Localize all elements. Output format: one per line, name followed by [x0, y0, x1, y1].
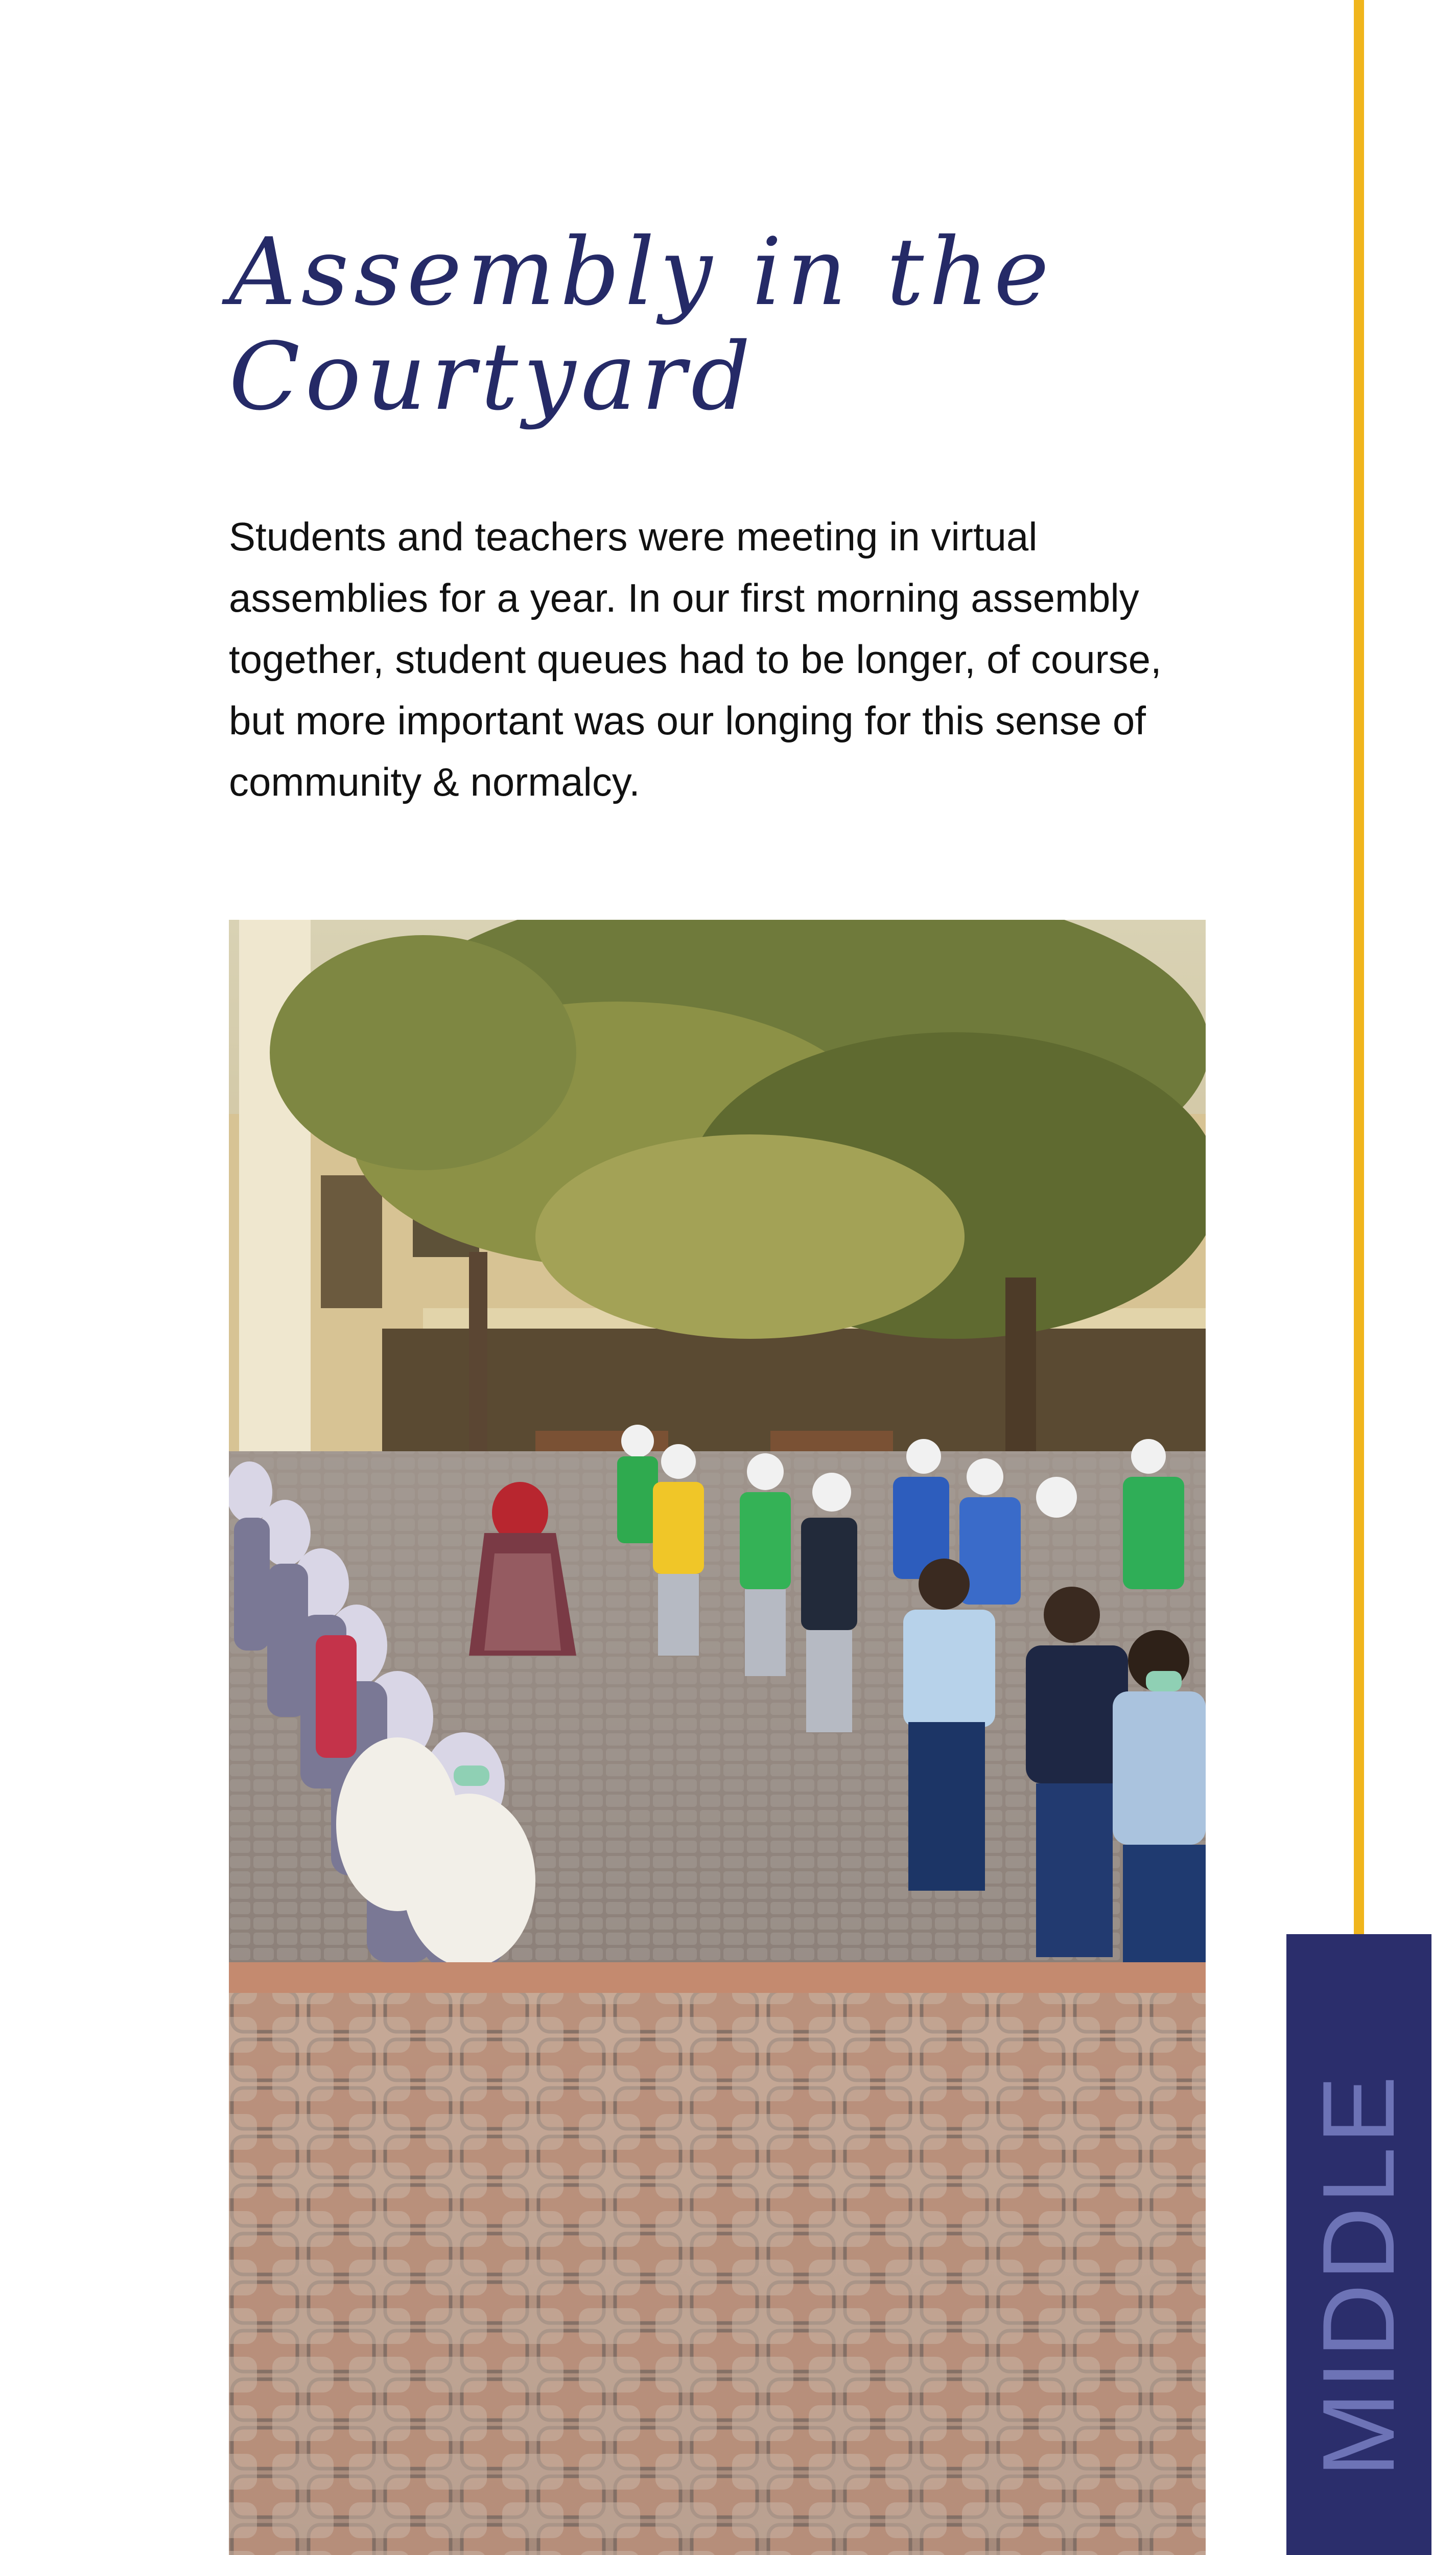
page-title [229, 220, 1200, 429]
intro-paragraph: Students and teachers were meeting in virtual assemblies for a year. In our first morning assembly together, student queues had to be longer, of course, but more important was our longing for this sense of community & normalcy. [229, 514, 1162, 804]
section-tab-label: MIDDLE [1302, 2072, 1416, 2477]
title-line-2: Courtyard [229, 322, 756, 431]
section-tab [1286, 1934, 1431, 2555]
title-line-1: Assembly in the [229, 218, 1054, 326]
assembly-photo [229, 920, 1206, 2555]
accent-rule [1354, 0, 1364, 1937]
